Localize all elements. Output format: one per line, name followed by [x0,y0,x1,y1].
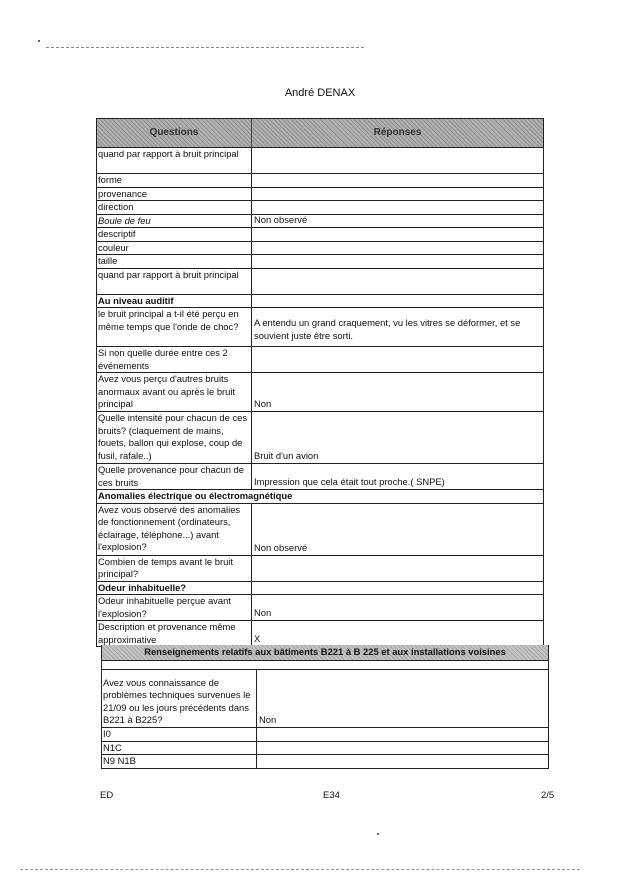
answer-cell [252,174,543,187]
question-cell: quand par rapport à bruit principal [97,148,252,173]
answer-cell [252,148,543,173]
question-cell: I0 [102,728,257,741]
answer-cell [252,228,543,241]
answer-cell [252,295,543,308]
answer-cell: Non [254,607,272,619]
answer-cell [257,755,548,768]
table-row [102,742,548,756]
table-row [102,728,548,742]
table-row [97,188,543,202]
footer-page-number: 2/5 [541,790,555,801]
answer-cell [257,742,548,755]
buildings-table [101,645,549,769]
question-cell: forme [97,174,252,187]
band-title: Renseignements relatifs aux bâtiments B221 à B 225 et aux installations voisines [144,646,506,658]
question-cell: Quelle provenance pour chacun de ces bruits [97,464,252,489]
section-title: Anomalies électrique ou électromagnétique [98,490,293,501]
footer-center: E34 [323,790,340,801]
table-row [97,308,543,347]
header-questions: Questions [97,119,252,147]
section-title: Odeur inhabituelle? [97,582,252,595]
question-cell: le bruit principal a t-il été perçu en même temps que l'onde de choc? [97,308,252,346]
table-row [97,412,543,464]
answer-cell [252,269,543,294]
answer-cell: Bruit d'un avion [254,450,319,462]
answer-cell: Non [254,398,272,410]
section-title: Au niveau auditif [97,295,252,308]
header-answers: Réponses [373,126,422,138]
table-row [97,255,543,269]
question-cell: Boule de feu [97,215,252,228]
questionnaire-table [96,118,544,647]
answer-cell [252,242,543,255]
footer-left: ED [100,790,114,801]
table-row [97,228,543,242]
question-cell: Avez vous observé des anomalies de fonctionnement (ordinateurs, éclairage, téléphone...) avant l'explosion? [97,504,252,555]
question-cell: N1C [102,742,257,755]
scan-speck [38,40,40,42]
question-cell: Si non quelle durée entre ces 2 événements [97,347,252,372]
table-header [97,119,543,148]
answer-cell [252,255,543,268]
spacer-cell [102,661,548,669]
table-row [97,347,543,373]
table-row [97,215,543,229]
question-cell: provenance [97,188,252,201]
table-row [97,242,543,256]
question-cell: Avez vous connaissance de problèmes techniques survenues le 21/09 ou les jours précédents dans B221 à B225? [102,670,257,727]
answer-cell [252,582,543,595]
table-row [97,621,543,646]
answer-cell [252,556,543,581]
answer-cell: A entendu un grand craquement, vu les vitres se déformer, et se souvient juste être sorti. [254,317,521,341]
table-row [97,556,543,582]
table-row [102,670,548,728]
table-row [102,755,548,768]
question-cell: Description et provenance même approximative [97,621,252,646]
question-cell: Combien de temps avant le bruit principal? [97,556,252,581]
section-band-buildings [102,645,548,661]
question-cell: Odeur inhabituelle perçue avant l'explosion? [97,595,252,620]
answer-cell [252,188,543,201]
question-cell: Quelle intensité pour chacun de ces bruits? (claquement de mains, fouets, ballon qui explose, coup de fusil, rafale..) [97,412,252,463]
answer-cell [257,728,548,741]
table-row [97,269,543,295]
scan-artifact-bottom [20,869,580,870]
question-cell: descriptif [97,228,252,241]
question-cell: Avez vous perçu d'autres bruits anormaux avant ou après le bruit principal [97,373,252,411]
answer-cell: Impression que cela était tout proche.( SNPE) [254,476,445,488]
question-cell: direction [97,201,252,214]
page-title: André DENAX [284,87,356,99]
scan-speck [377,833,379,835]
answer-cell: Non observé [254,541,308,553]
question-cell: N9 N1B [102,755,257,768]
answer-cell [252,201,543,214]
section-row-odeur [97,582,543,596]
question-cell: taille [97,255,252,268]
table-row [97,504,543,556]
question-cell: couleur [97,242,252,255]
answer-cell: X [254,633,261,645]
answer-cell: Non observé [254,214,308,226]
answer-cell: Non [259,714,277,726]
question-cell: quand par rapport à bruit principal [97,269,252,294]
table-row [97,373,543,412]
answer-cell [252,347,543,372]
section-row-electrique [97,490,543,504]
table-row [97,595,543,621]
scan-artifact-top [46,47,364,48]
spacer-row [102,661,548,670]
table-row [97,148,543,174]
table-row [97,201,543,215]
table-row [97,464,543,490]
table-row [97,174,543,188]
section-row-auditif [97,295,543,309]
